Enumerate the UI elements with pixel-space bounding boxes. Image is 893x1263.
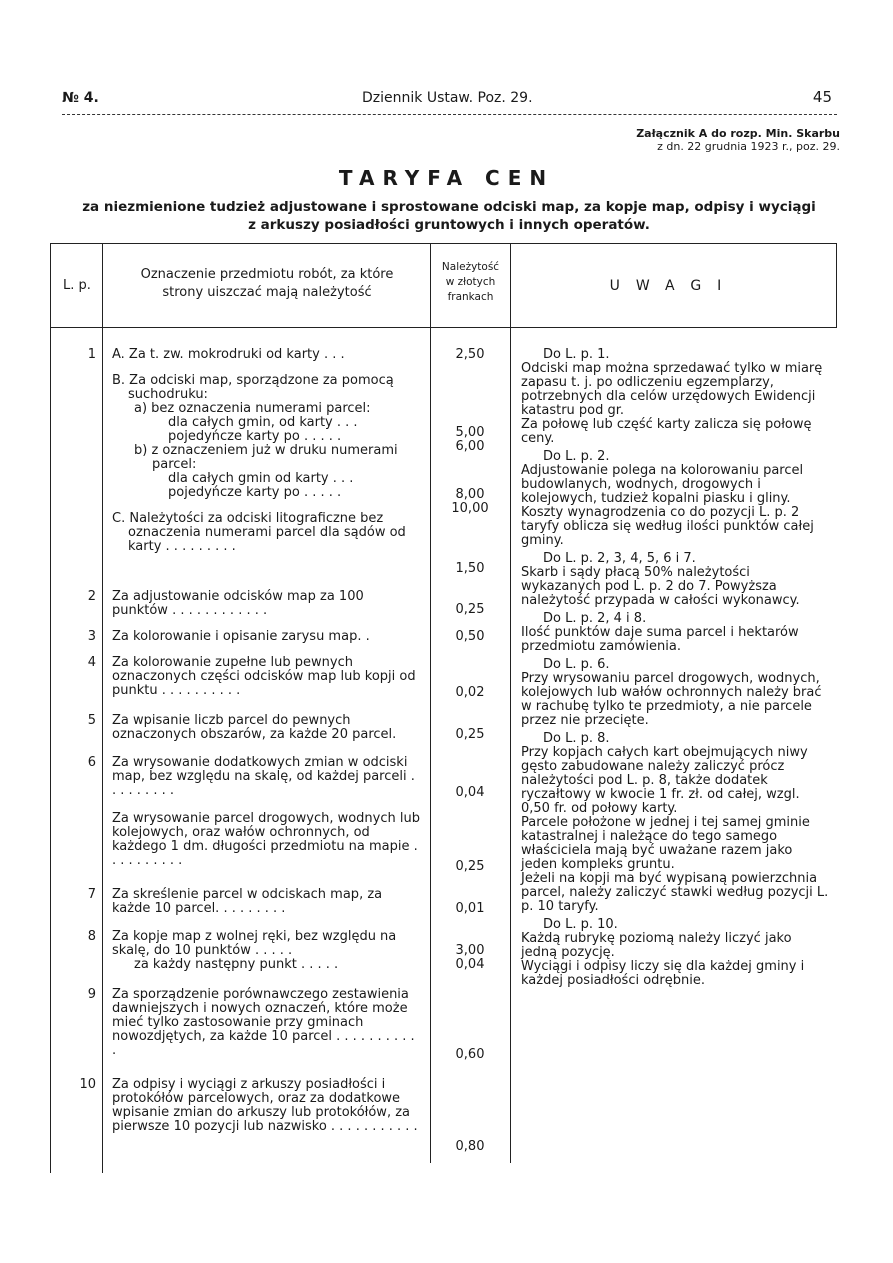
row-8-text-2: za każdy następny punkt . . . . . — [134, 957, 339, 972]
row-5-value: 0,25 — [455, 727, 485, 742]
annex-note — [590, 127, 840, 153]
row-1ba1-value: 5,00 — [455, 425, 485, 440]
header-subject — [104, 266, 430, 302]
note-1-paragraph-1: Odciski map można sprzedawać tylko w miarę zapasu t. j. po odliczeniu egzemplarzy, potrzebnych dla celów urzędowych Ewidencji katastru pod gr. — [521, 361, 823, 418]
row-8-value-1: 3,00 — [455, 943, 485, 958]
row-6-text-2: Za wrysowanie parcel drogowych, wodnych lub kolejowych, oraz wałów ochronnych, od każdego 1 dm. długości przedmiotu na mapie . . . . . . . . . . — [112, 811, 420, 868]
row-8-number: 8 — [87, 929, 96, 944]
header-subject-line-2: strony uiszczać mają należytość — [162, 285, 372, 300]
annex-line-2: z dn. 22 grudnia 1923 r., poz. 29. — [657, 140, 840, 153]
row-1bb2-text: pojedyńcze karty po . . . . . — [168, 485, 342, 500]
row-6-value-1: 0,04 — [455, 785, 485, 800]
row-5-number: 5 — [87, 713, 96, 728]
note-6-paragraph-1: Przy kopjach całych kart obejmujących niwy gęsto zabudowane należy zaliczyć prócz należytości pod L. p. 8, także dodatek ryczałtowy w kwocie 1 fr. zł. od całej, wzgl. 0,50 fr. od połowy karty. — [521, 745, 808, 816]
note-7-paragraph-1: Każdą rubrykę poziomą należy liczyć jako jedną pozycję. — [521, 931, 792, 960]
row-10-number: 10 — [79, 1077, 96, 1092]
row-4-value: 0,02 — [455, 685, 485, 700]
row-7-description: Za skreślenie parcel w odciskach map, za każde 10 parcel. . . . . . . . . — [112, 887, 383, 916]
header-remarks: UWAGI — [609, 278, 738, 294]
note-7-paragraph-2: Wyciągi i odpisy liczy się dla każdej gminy i każdej posiadłości odrębnie. — [521, 959, 805, 988]
header-fee-line-2: w złotych — [445, 276, 496, 288]
row-7-value: 0,01 — [455, 901, 485, 916]
table-right-border — [836, 243, 837, 327]
header-divider — [62, 114, 837, 115]
table-left-border — [50, 243, 51, 1173]
header-fee-line-3: frankach — [447, 291, 494, 303]
journal-title: Dziennik Ustaw. Poz. 29. — [362, 90, 533, 106]
row-1-number: 1 — [87, 347, 96, 362]
page-number: 45 — [812, 88, 832, 106]
row-8-text-1: Za kopje map z wolnej ręki, bez względu na skalę, do 10 punktów . . . . . — [112, 929, 397, 958]
note-7-heading: Do L. p. 10. — [543, 917, 618, 932]
note-2-heading: Do L. p. 2. — [543, 449, 610, 464]
row-1c-value: 1,50 — [455, 561, 485, 576]
row-1a-value: 2,50 — [455, 347, 485, 362]
row-1bb-text: b) z oznaczeniem już w druku numerami parcel: — [134, 443, 398, 472]
row-1b-text: B. Za odciski map, sporządzone za pomocą suchodruku: — [112, 373, 394, 402]
header-fee-line-1: Należytość — [441, 261, 500, 273]
row-6-number: 6 — [87, 755, 96, 770]
table-top-rule — [50, 243, 837, 244]
page-header — [62, 88, 832, 112]
row-1a-text: A. Za t. zw. mokrodruki od karty . . . — [112, 347, 345, 362]
row-2-description: Za adjustowanie odcisków map za 100 punktów . . . . . . . . . . . . — [112, 589, 364, 618]
note-1-paragraph-2: Za połowę lub część karty zalicza się połowę ceny. — [521, 417, 812, 446]
row-6-description — [112, 756, 422, 868]
header-lp: L. p. — [63, 278, 91, 293]
row-2-number: 2 — [87, 589, 96, 604]
remarks-column — [521, 348, 831, 988]
row-9-description: Za sporządzenie porównawczego zestawienia dawniejszych i nowych oznaczeń, które może mieć tylko zastosowanie przy gminach nowozdjętych, za każde 10 parcel . . . . . . . . . . . — [112, 987, 415, 1058]
row-8-value-2: 0,04 — [455, 957, 485, 972]
subtitle-line-1: za niezmienione tudzież adjustowane i sprostowane odciski map, za kopje map, odpisy i wyciągi — [82, 199, 816, 215]
row-1ba1-text: dla całych gmin, od karty . . . — [168, 415, 358, 430]
table-col-divider-2 — [430, 243, 431, 1163]
document-title: TARYFA CEN — [338, 166, 555, 190]
note-3-heading: Do L. p. 2, 3, 4, 5, 6 i 7. — [543, 551, 696, 566]
note-6-heading: Do L. p. 8. — [543, 731, 610, 746]
note-6-paragraph-2: Parcele położone w jednej i tej samej gminie katastralnej i należące do tego samego właściciela mają być uważane razem jako jeden kompleks gruntu. — [521, 815, 810, 872]
note-2-paragraph-1: Adjustowanie polega na kolorowaniu parcel budowlanych, wodnych, drogowych i kolejowych, tudzież kopalni piasku i gliny. Koszty wynagrodzenia co do pozycji L. p. 2 taryfy oblicza się według ilości punktów całej gminy. — [521, 463, 814, 548]
row-9-value: 0,60 — [455, 1047, 485, 1062]
subtitle-line-2: z arkuszy posiadłości gruntowych i innych operatów. — [248, 217, 650, 233]
note-5-heading: Do L. p. 6. — [543, 657, 610, 672]
header-fee — [431, 260, 510, 305]
row-1bb1-value: 8,00 — [455, 487, 485, 502]
note-3-paragraph-1: Skarb i sądy płacą 50% należytości wykazanych pod L. p. 2 do 7. Powyższa należytość przypada w całości wykonawcy. — [521, 565, 800, 608]
row-1-description — [112, 348, 422, 554]
row-8-description — [112, 930, 422, 972]
row-2-value: 0,25 — [455, 602, 485, 617]
row-4-number: 4 — [87, 655, 96, 670]
note-5-paragraph-1: Przy wrysowaniu parcel drogowych, wodnych, kolejowych lub wałów ochronnych należy brać w rachubę tylko te przedmioty, a nie parcele przez nie przecięte. — [521, 671, 822, 728]
table-col-divider-3 — [510, 243, 511, 1163]
table-col-divider-1 — [102, 243, 103, 1173]
row-10-value: 0,80 — [455, 1139, 485, 1154]
annex-line-1: Załącznik A do rozp. Min. Skarbu — [636, 127, 840, 140]
row-1ba2-value: 6,00 — [455, 439, 485, 454]
row-6-text-1: Za wrysowanie dodatkowych zmian w odciski map, bez względu na skalę, od każdej parceli . . . . . . . . . — [112, 755, 415, 798]
note-4-paragraph-1: Ilość punktów daje suma parcel i hektarów przedmiotu zamówienia. — [521, 625, 799, 654]
row-5-description: Za wpisanie liczb parcel do pewnych oznaczonych obszarów, za każde 20 parcel. — [112, 713, 397, 742]
header-subject-line-1: Oznaczenie przedmiotu robót, za które — [140, 267, 394, 282]
document-subtitle — [44, 198, 854, 234]
note-4-heading: Do L. p. 2, 4 i 8. — [543, 611, 647, 626]
row-1ba2-text: pojedyńcze karty po . . . . . — [168, 429, 342, 444]
row-1ba-text: a) bez oznaczenia numerami parcel: — [134, 401, 371, 416]
row-3-description: Za kolorowanie i opisanie zarysu map. . — [112, 629, 370, 644]
row-6-value-2: 0,25 — [455, 859, 485, 874]
row-3-value: 0,50 — [455, 629, 485, 644]
row-10-description: Za odpisy i wyciągi z arkuszy posiadłości i protokółów parcelowych, oraz za dodatkowe wpisanie zmian do arkuszy lub protokółów, za pierwsze 10 pozycji lub nazwisko . . . . . . . . . . . — [112, 1077, 418, 1134]
row-1c-text: C. Należytości za odciski litograficzne bez oznaczenia numerami parcel dla sądów od karty . . . . . . . . . — [112, 511, 406, 554]
row-3-number: 3 — [87, 629, 96, 644]
note-6-paragraph-3: Jeżeli na kopji ma być wypisaną powierzchnia parcel, należy zaliczyć stawki według pozycji L. p. 10 taryfy. — [521, 871, 829, 914]
row-1bb1-text: dla całych gmin od karty . . . — [168, 471, 354, 486]
row-7-number: 7 — [87, 887, 96, 902]
row-9-number: 9 — [87, 987, 96, 1002]
issue-number: № 4. — [62, 90, 99, 106]
table-header-rule — [50, 327, 837, 328]
note-1-heading: Do L. p. 1. — [543, 347, 610, 362]
row-1bb2-value: 10,00 — [451, 501, 489, 516]
row-4-description: Za kolorowanie zupełne lub pewnych oznaczonych części odcisków map lub kopji od punktu . . . . . . . . . . — [112, 655, 416, 698]
